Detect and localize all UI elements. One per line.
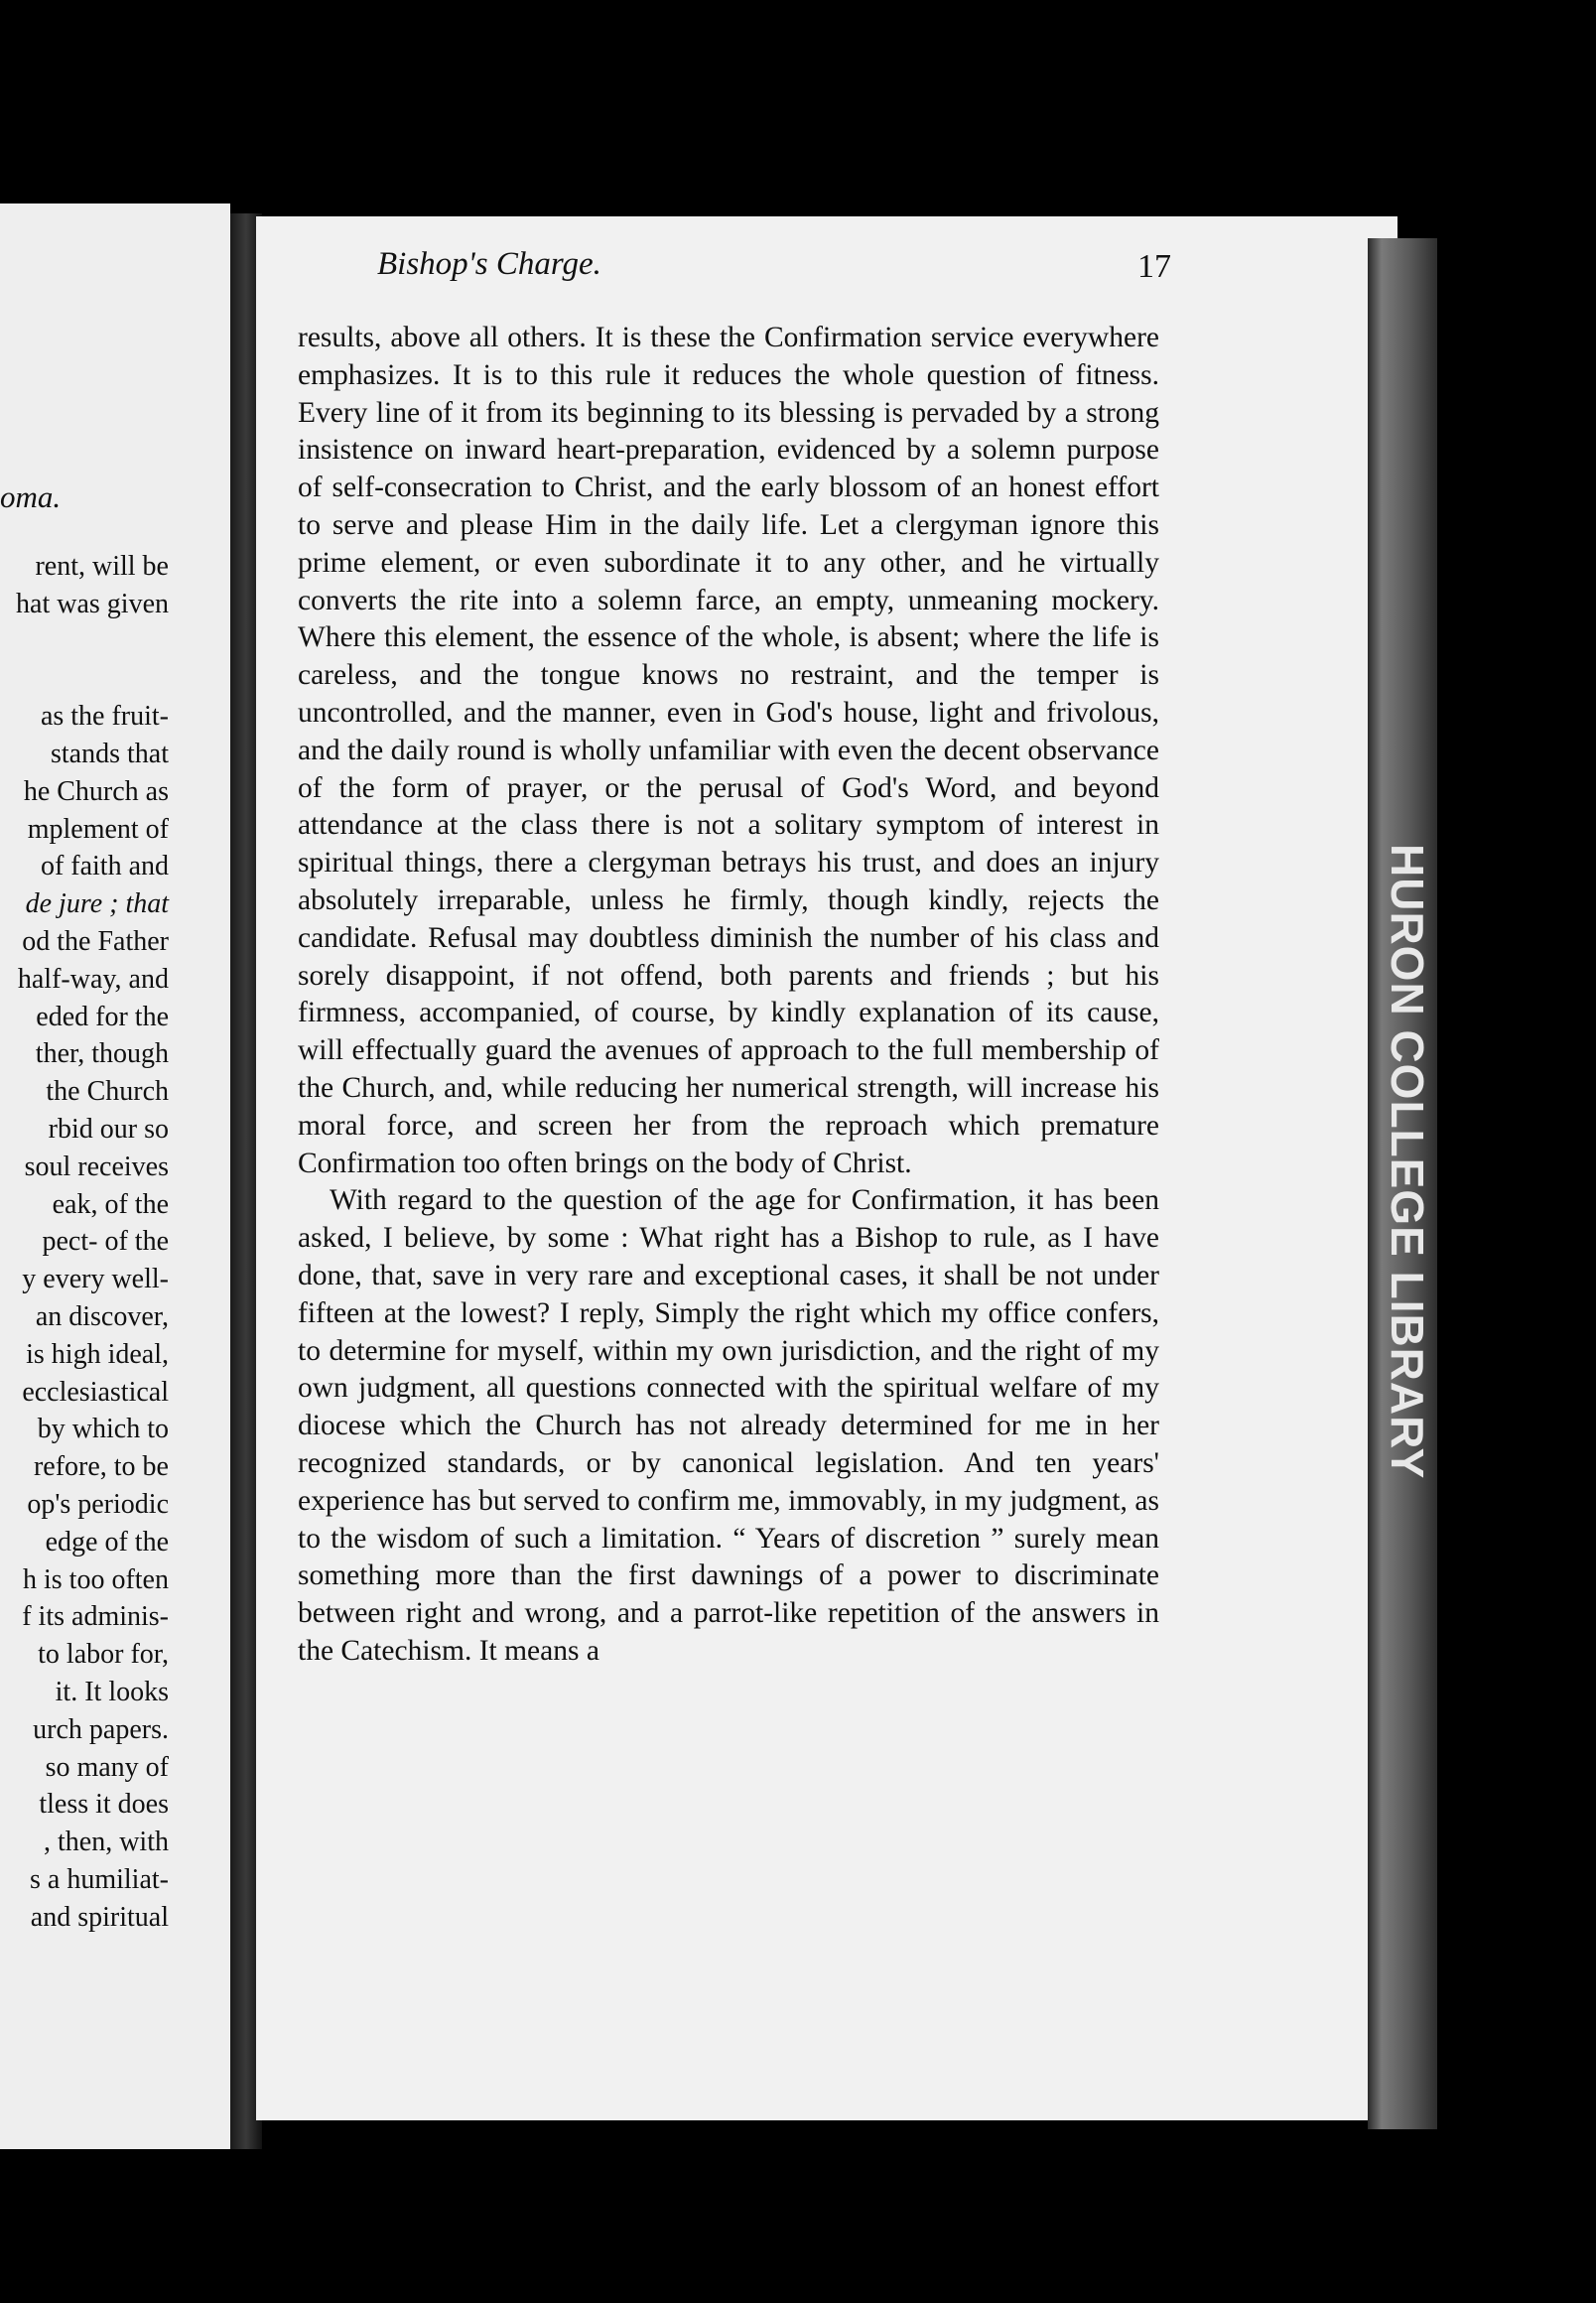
left-page <box>0 203 230 2149</box>
left-line: f its adminis- <box>22 1601 169 1633</box>
left-line: refore, to be <box>33 1451 169 1483</box>
left-line: rent, will be <box>35 551 169 582</box>
left-line: as the fruit- <box>40 701 169 733</box>
left-line: of faith and <box>40 851 169 882</box>
left-running-head: oma. <box>0 479 62 514</box>
left-line: edge of the <box>45 1526 169 1558</box>
left-line: od the Father <box>22 925 169 957</box>
left-line: y every well- <box>22 1264 169 1295</box>
left-line: tless it does <box>39 1789 169 1821</box>
left-line: op's periodic <box>27 1488 169 1520</box>
left-line: to labor for, <box>38 1639 169 1671</box>
left-line: ther, though <box>35 1038 169 1070</box>
page-header <box>377 246 1171 296</box>
running-title: Bishop's Charge. <box>377 246 601 282</box>
left-line: so many of <box>45 1751 169 1783</box>
left-line: and spiritual <box>30 1901 169 1933</box>
left-line: urch papers. <box>33 1713 169 1745</box>
left-line: hat was given <box>16 588 169 619</box>
page-number: 17 <box>1137 248 1171 285</box>
left-line: rbid our so <box>48 1113 169 1145</box>
left-line: h is too often <box>23 1563 169 1595</box>
left-line: eded for the <box>36 1001 169 1032</box>
left-line: mplement of <box>27 813 169 845</box>
left-line <box>0 623 169 661</box>
left-line: stands that <box>51 738 169 769</box>
left-line: soul receives <box>24 1151 169 1182</box>
left-line: half-way, and <box>17 963 169 995</box>
left-line: it. It looks <box>55 1676 169 1707</box>
left-page-text <box>0 548 169 1936</box>
left-line: by which to <box>37 1414 169 1445</box>
left-line: he Church as <box>23 775 169 807</box>
paragraph: results, above all others. It is these the Confirmation service everywhere emphasizes. It is to this rule it reduces the whole question of fitness. Every line of it from its beginning to its blessing is pervaded by a strong insistence on inward heart-preparation, evidenced by a solemn purpose of self-consecration to Christ, and the early blossom of an honest effort to serve and please Him in the daily life. Let a clergyman ignore this prime element, or even subordinate it to any other, and he virtually converts the rite into a solemn farce, an empty, unmeaning mockery. Where this element, the essence of the whole, is absent; where the life is careless, and the tongue knows no restraint, and the temper is uncontrolled, and the manner, even in God's house, light and frivolous, and the daily round is wholly unfamiliar with even the decent observance of the form of prayer, or the perusal of God's Word, and beyond attendance at the class there is not a solitary symptom of interest in spiritual things, there a clergyman betrays his trust, and does an injury absolutely irreparable, unless he firmly, though kindly, rejects the candidate. Refusal may doubtless diminish the number of his class and sorely disappoint, if not offend, both parents and friends ; but his firmness, accompanied, of course, by kindly explanation of its cause, will effectually guard the avenues of approach to the full membership of the Church, and, while reducing her numerical strength, will increase his moral force, and screen her from the reproach which premature Confirmation too often brings on the body of Christ. <box>298 322 1159 1179</box>
left-line: ecclesiastical <box>22 1376 169 1408</box>
paragraph: With regard to the question of the age for Confirmation, it has been asked, I believe, by some : What right has a Bishop to rule, as I have done, that, save in very rare and exceptional cases, it shall be not under fifteen at the lowest? I reply, Simply the right which my office confers, to determine for myself, within my own jurisdiction, and the right of my own judgment, all questions connected with the spiritual welfare of my diocese which the Church has not already determined for me in her recognized standards, or by canonical legislation. And ten years' experience has but served to confirm me, immovably, in my judgment, as to the wisdom of such a limitation. “ Years of discretion ” surely mean something more than the first dawnings of a power to discriminate between right and wrong, and a parrot-like repetition of the answers in the Catechism. It means a <box>298 1184 1159 1667</box>
left-line: de jure ; that <box>25 888 169 920</box>
left-line: an discover, <box>35 1300 169 1332</box>
left-line: , then, with <box>44 1827 169 1858</box>
left-line: is high ideal, <box>26 1338 169 1370</box>
body-text <box>298 320 1159 1671</box>
left-line: the Church <box>46 1076 169 1108</box>
left-line <box>0 660 169 698</box>
left-line: pect- of the <box>42 1226 169 1258</box>
left-line: eak, of the <box>52 1188 169 1220</box>
library-stamp: HURON COLLEGE LIBRARY <box>1382 843 1433 1480</box>
left-line: s a humiliat- <box>30 1863 169 1895</box>
